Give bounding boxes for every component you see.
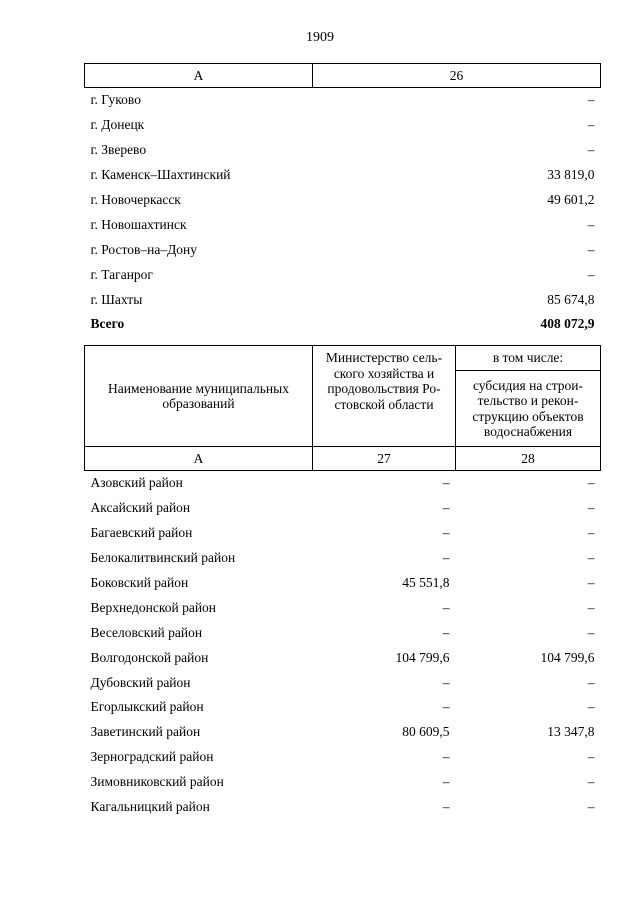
value-col-27: –: [442, 599, 450, 615]
value-col-28: –: [587, 550, 595, 566]
value-col-28: –: [587, 475, 595, 491]
municipality-name: г. Таганрог: [90, 266, 153, 282]
municipality-name: г. Каменск–Шахтинский: [90, 167, 231, 183]
value-col-27: –: [442, 550, 450, 566]
table-row: [85, 88, 601, 113]
value-col-28: –: [587, 749, 595, 765]
municipality-name: г. Донецк: [90, 117, 145, 133]
value-col-28: –: [587, 575, 595, 590]
value-col-26: –: [587, 92, 595, 108]
municipality-name: г. Зверево: [90, 142, 147, 158]
table-row: [85, 212, 601, 237]
table-row: [85, 496, 601, 521]
value-col-28: –: [587, 599, 595, 615]
table-row: [85, 720, 601, 745]
page-number: 1909: [306, 30, 334, 45]
district-name: Аксайский район: [90, 500, 191, 516]
table-row: [85, 163, 601, 188]
header-numbers-row: [85, 447, 601, 471]
value-col-27: –: [442, 500, 450, 516]
table-row: [85, 645, 601, 670]
value-col-27: 80 609,5: [402, 724, 450, 740]
district-name: Волгодонской район: [90, 649, 209, 665]
value-col-27: –: [442, 749, 450, 765]
value-col-26: –: [587, 266, 595, 282]
table-row: [85, 262, 601, 287]
table-row: [85, 138, 601, 163]
table-row: [85, 620, 601, 645]
value-col-27: 45 551,8: [402, 575, 450, 590]
table-row: [85, 287, 601, 312]
value-col-28: 13 347,8: [547, 724, 595, 740]
value-col-26: –: [587, 241, 595, 257]
total-row: [85, 312, 601, 337]
value-col-27: –: [442, 799, 450, 815]
value-col-26: 85 674,8: [547, 291, 595, 307]
district-name: Белокалитвинский район: [90, 550, 236, 566]
value-col-28: –: [587, 624, 595, 640]
header-col-26: 26: [313, 64, 601, 88]
district-name: Багаевский район: [90, 525, 193, 541]
total-value: 408 072,9: [540, 316, 595, 332]
value-col-28: –: [587, 799, 595, 815]
table-header: [85, 346, 601, 371]
district-name: Заветинский район: [90, 724, 201, 740]
value-col-26: 49 601,2: [547, 192, 595, 207]
header-name-col: Наименование муниципальных образований: [85, 346, 313, 447]
value-col-28: –: [587, 674, 595, 690]
table-row: [85, 188, 601, 213]
district-name: Азовский район: [90, 475, 183, 491]
district-name: Зимовниковский район: [90, 774, 224, 790]
header-col-a: А: [85, 64, 313, 88]
municipality-name: г. Гуково: [90, 92, 141, 108]
value-col-28: 104 799,6: [540, 649, 595, 665]
value-col-27: –: [442, 699, 450, 715]
table-row: [85, 745, 601, 770]
table-header: [85, 64, 601, 88]
district-name: Веселовский район: [90, 624, 203, 640]
district-name: Верхнедонской район: [90, 599, 217, 615]
district-name: Боковский район: [90, 575, 189, 590]
table-districts: [84, 345, 601, 819]
value-col-28: –: [587, 774, 595, 790]
table-row: [85, 546, 601, 571]
value-col-26: 33 819,0: [547, 167, 595, 183]
header-subsidy-col: субсидия на строи-тельство и рекон-струкцию объектов водоснабжения: [456, 371, 601, 447]
header-col-28: 28: [456, 447, 601, 471]
header-col-a: А: [85, 447, 313, 471]
district-name: Кагальницкий район: [90, 799, 210, 815]
table-row: [85, 795, 601, 820]
value-col-26: –: [587, 142, 595, 158]
table-row: [85, 695, 601, 720]
value-col-26: –: [587, 117, 595, 133]
value-col-27: –: [442, 475, 450, 491]
district-name: Зерноградский район: [90, 749, 214, 765]
total-label: Всего: [90, 316, 125, 332]
municipality-name: г. Шахты: [90, 291, 143, 307]
value-col-28: –: [587, 500, 595, 516]
header-including: в том числе:: [456, 346, 601, 371]
value-col-27: 104 799,6: [395, 649, 450, 665]
municipality-name: г. Новочеркасск: [90, 192, 181, 207]
table-row: [85, 770, 601, 795]
table-row: [85, 237, 601, 262]
value-col-27: –: [442, 774, 450, 790]
value-col-28: –: [587, 525, 595, 541]
table-row: [85, 571, 601, 596]
header-col-27: 27: [313, 447, 456, 471]
table-cities: [84, 63, 601, 337]
header-ministry-col: Министерство сель-ского хозяйства и продовольствия Ро-стовской области: [313, 346, 456, 447]
value-col-26: –: [587, 216, 595, 232]
district-name: Дубовский район: [90, 674, 191, 690]
value-col-27: –: [442, 525, 450, 541]
value-col-27: –: [442, 674, 450, 690]
table-row: [85, 113, 601, 138]
table-row: [85, 670, 601, 695]
table-row: [85, 595, 601, 620]
municipality-name: г. Новошахтинск: [90, 216, 187, 232]
table-row: [85, 471, 601, 496]
value-col-27: –: [442, 624, 450, 640]
district-name: Егорлыкский район: [90, 699, 204, 715]
value-col-28: –: [587, 699, 595, 715]
municipality-name: г. Ростов–на–Дону: [90, 241, 198, 257]
table-row: [85, 521, 601, 546]
